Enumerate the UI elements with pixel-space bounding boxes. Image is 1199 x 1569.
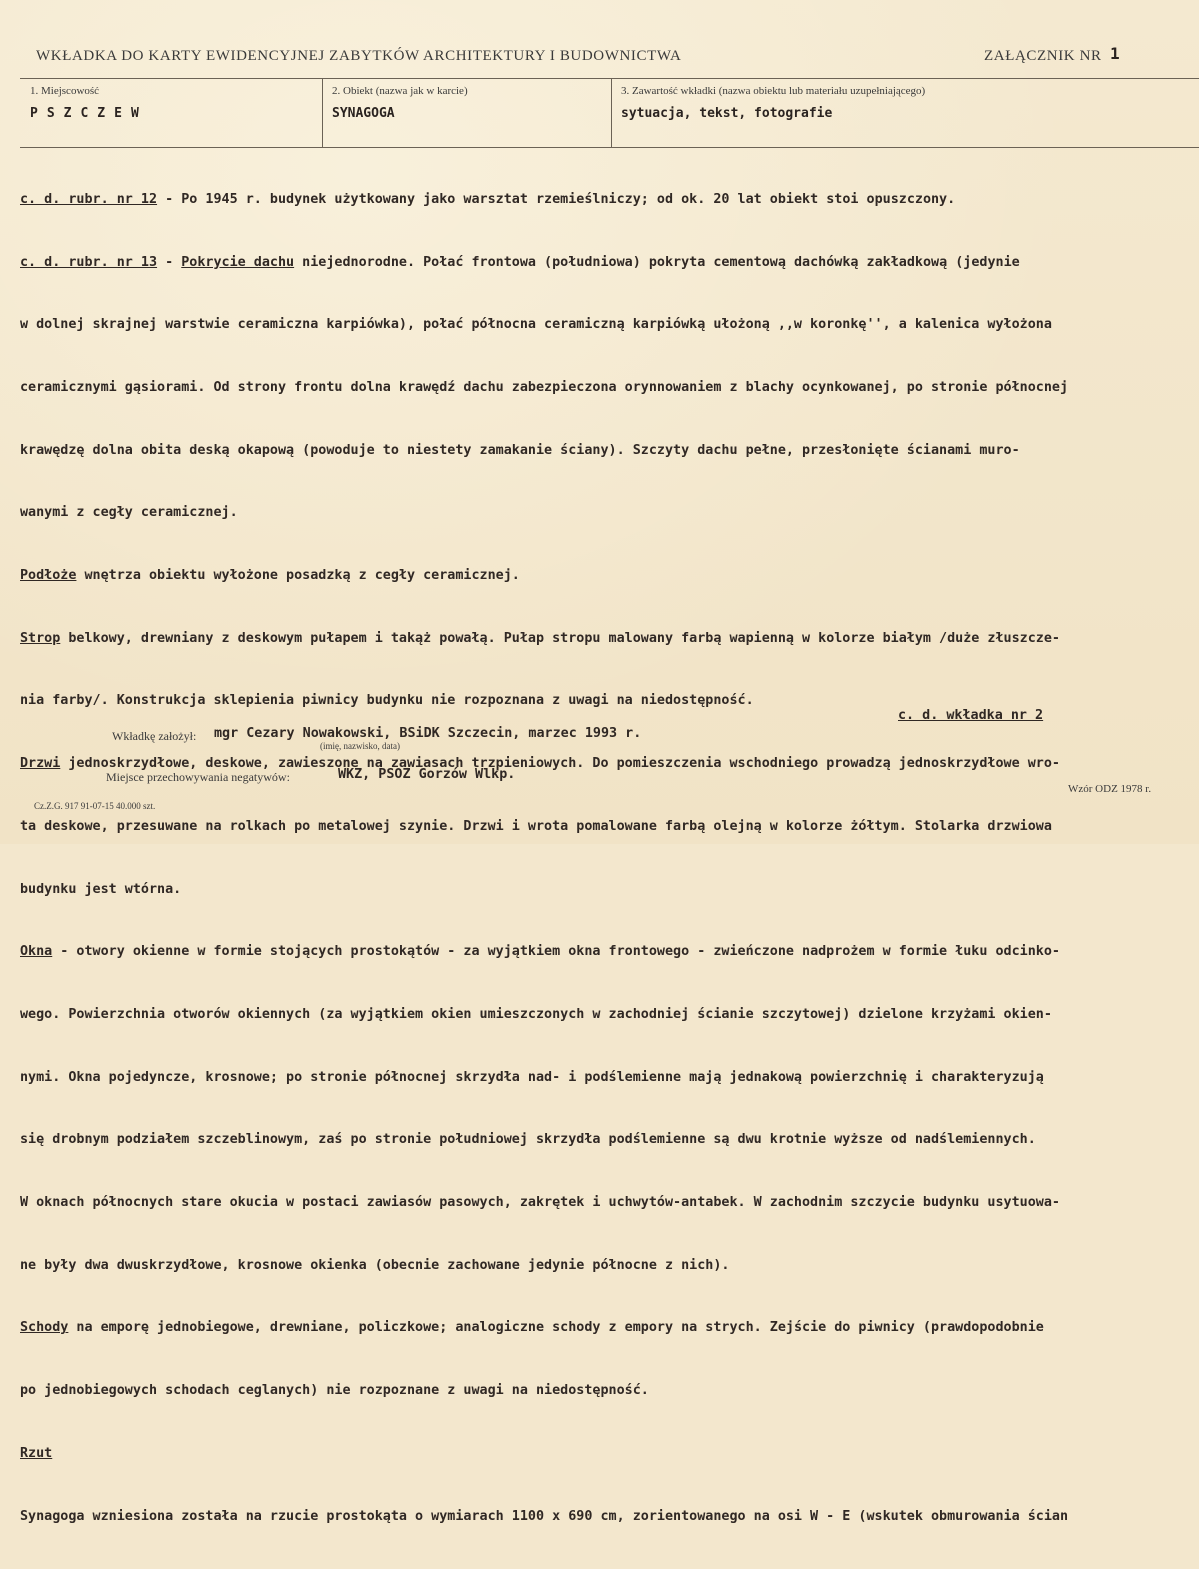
text-line: krawędzę dolna obita deską okapową (powoduje to niestety zamakanie ściany). Szczyty dachu pełne, przesłonięte ścianami muro- xyxy=(20,442,1020,458)
text-span: wnętrza obiektu wyłożone posadzką z cegły ceramicznej. xyxy=(76,568,520,584)
text-span: - xyxy=(157,254,182,270)
text-span: belkowy, drewniany z deskowym pułapem i takąż powałą. Pułap stropu malowany farbą wapienną w kolorze białym /duże złuszcze- xyxy=(60,630,1060,646)
obiekt-value: SYNAGOGA xyxy=(332,106,395,121)
text-span: jednoskrzydłowe, deskowe, zawieszone na zawiasach trzpieniowych. Do pomieszczenia wschodniego prowadzą jednoskrzydłowe wro- xyxy=(60,756,1060,772)
zawartosc-label: 3. Zawartość wkładki (nazwa obiektu lub materiału uzupełniającego) xyxy=(621,85,926,97)
section-heading: c. d. rubr. nr 13 xyxy=(20,254,158,270)
header-fields-table xyxy=(20,78,1199,148)
text-span: na emporę jednobiegowe, drewniane, policzkowe; analogiczne schody z empory na strych. Zejście do piwnicy (prawdopodobnie xyxy=(68,1320,1044,1336)
author-hint: (imię, nazwisko, data) xyxy=(320,741,400,751)
form-code: Wzór ODZ 1978 r. xyxy=(1068,783,1152,795)
attachment-number: 1 xyxy=(1110,44,1120,63)
storage-label: Miejsce przechowywania negatywów: xyxy=(106,770,290,784)
text-line: ta deskowe, przesuwane na rolkach po metalowej szynie. Drzwi i wrota pomalowane farbą olejną w kolorze żółtym. Stolarka drzwiowa xyxy=(20,818,1052,834)
text-line: po jednobiegowych schodach ceglanych) nie rozpoznane z uwagi na niedostępność. xyxy=(20,1383,649,1399)
typed-description xyxy=(20,148,1199,1569)
text-span: niejednorodne. Połać frontowa (południowa) pokryta cementową dachówką zakładkową (jedynie xyxy=(294,254,1020,270)
attachment-label: ZAŁĄCZNIK NR xyxy=(984,48,1102,64)
print-code: Cz.Z.G. 917 91-07-15 40.000 szt. xyxy=(34,801,156,811)
section-heading: Podłoże xyxy=(20,568,77,584)
form-title: WKŁADKA DO KARTY EWIDENCYJNEJ ZABYTKÓW ARCHITEKTURY I BUDOWNICTWA xyxy=(36,48,682,64)
section-heading: Schody xyxy=(20,1320,69,1336)
obiekt-label: 2. Obiekt (nazwa jak w karcie) xyxy=(332,85,468,97)
text-line: Synagoga wzniesiona została na rzucie prostokąta o wymiarach 1100 x 690 cm, zorientowanego na osi W - E (wskutek obmurowania ścian xyxy=(20,1508,1069,1524)
text-line: ne były dwa dwuskrzydłowe, krosnowe okienka (obecnie zachowane jedynie północne z nich). xyxy=(20,1257,730,1273)
text-line: W oknach północnych stare okucia w postaci zawiasów pasowych, zakrętek i uchwytów-antabek. W zachodnim szczycie budynku usytuowa- xyxy=(20,1195,1060,1211)
miejscowosc-value: PSZCZEW xyxy=(30,106,148,121)
continuation-note: c. d. wkładka nr 2 xyxy=(898,708,1044,723)
zawartosc-value: sytuacja, tekst, fotografie xyxy=(621,106,833,121)
text-line: nia farby/. Konstrukcja sklepienia piwnicy budynku nie rozpoznana z uwagi na niedostępność. xyxy=(20,693,754,709)
section-heading: Drzwi xyxy=(20,756,61,772)
text-line xyxy=(20,253,1199,274)
text-line: wego. Powierzchnia otworów okiennych (za wyjątkiem okien umieszczonych w zachodniej ścianie szczytowej) dzielone krzyżami okien- xyxy=(20,1006,1052,1022)
text-line xyxy=(20,629,1199,650)
text-line xyxy=(20,566,1199,587)
text-span: - otwory okienne w formie stojących prostokątów - za wyjątkiem okna frontowego - zwieńczone nadprożem w formie łuku odcinko- xyxy=(52,944,1060,960)
text-line: ceramicznymi gąsiorami. Od strony frontu dolna krawędź dachu zabezpieczona orynnowaniem z blachy ocynkowanej, po stronie północnej xyxy=(20,379,1069,395)
field-zawartosc xyxy=(611,79,1199,147)
text-line xyxy=(20,942,1199,963)
section-heading: Rzut xyxy=(20,1445,53,1461)
author-value: mgr Cezary Nowakowski, BSiDK Szczecin, marzec 1993 r. xyxy=(214,726,642,741)
text-line xyxy=(20,1318,1199,1339)
miejscowosc-label: 1. Miejscowość xyxy=(30,85,100,97)
section-heading: Okna xyxy=(20,944,53,960)
author-label: Wkładkę założył: xyxy=(112,729,197,743)
field-miejscowosc xyxy=(20,79,323,147)
section-heading: Pokrycie dachu xyxy=(181,254,295,270)
storage-value: WKZ, PSOZ Gorzów Wlkp. xyxy=(338,767,516,782)
field-obiekt xyxy=(322,79,612,147)
text-line: wanymi z cegły ceramicznej. xyxy=(20,505,238,521)
text-span: - Po 1945 r. budynek użytkowany jako warsztat rzemieślniczy; od ok. 20 lat obiekt stoi opuszczony. xyxy=(157,191,956,207)
section-heading: Strop xyxy=(20,630,61,646)
text-line: budynku jest wtórna. xyxy=(20,881,182,897)
section-heading: c. d. rubr. nr 12 xyxy=(20,191,158,207)
text-line: w dolnej skrajnej warstwie ceramiczna karpiówka), połać północna ceramiczną karpiówką ułożoną ,,w koronkę'', a kalenica wyłożona xyxy=(20,317,1052,333)
text-line xyxy=(20,190,1199,211)
text-line: się drobnym podziałem szczeblinowym, zaś po stronie południowej skrzydła podślemienne są dwu krotnie wyższe od nadślemiennych. xyxy=(20,1132,1036,1148)
text-line: nymi. Okna pojedyncze, krosnowe; po stronie północnej skrzydła nad- i podślemienne mają jednakową powierzchnię i charakteryzują xyxy=(20,1069,1044,1085)
